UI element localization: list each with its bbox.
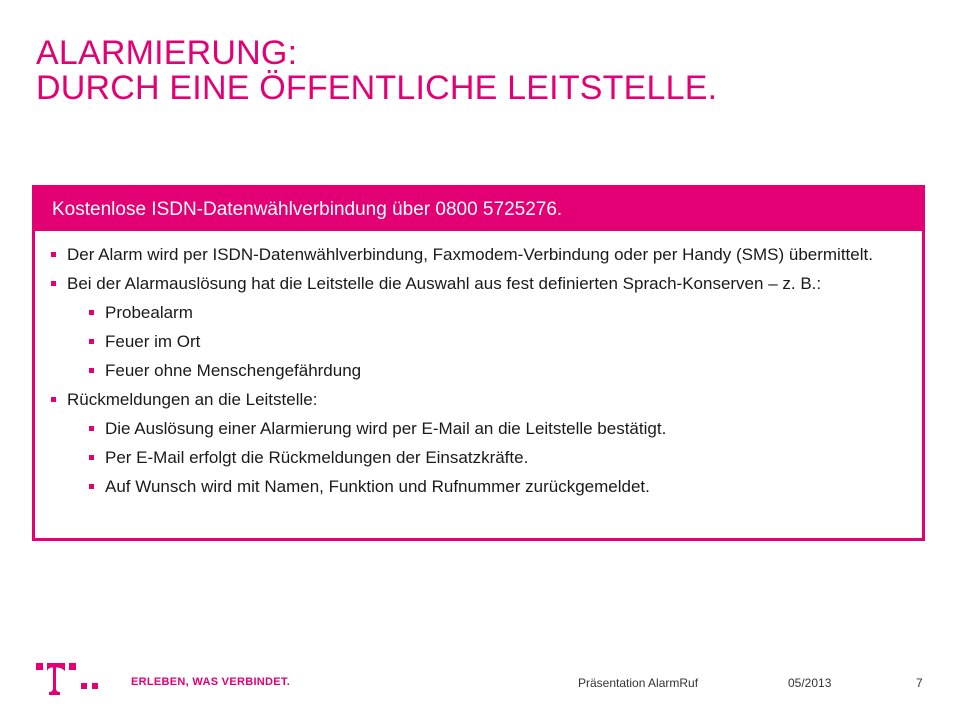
sub-bullet-text: Probealarm bbox=[105, 303, 193, 322]
square-bullet-icon bbox=[89, 339, 94, 344]
square-bullet-icon bbox=[89, 368, 94, 373]
bullet-item bbox=[49, 272, 914, 295]
bullet-text: Rückmeldungen an die Leitstelle: bbox=[67, 390, 318, 409]
footer-slogan: ERLEBEN, WAS VERBINDET. bbox=[131, 676, 291, 688]
square-bullet-icon bbox=[89, 310, 94, 315]
telekom-t-logo-icon bbox=[36, 662, 106, 696]
slide-title bbox=[36, 36, 916, 106]
sub-bullet-item bbox=[49, 475, 914, 498]
sub-bullet-text: Feuer im Ort bbox=[105, 332, 201, 351]
square-bullet-icon bbox=[51, 281, 56, 286]
footer-presentation-name: Präsentation AlarmRuf bbox=[578, 676, 699, 690]
sub-bullet-item bbox=[49, 446, 914, 469]
footer-date: 05/2013 bbox=[788, 676, 832, 690]
page-number: 7 bbox=[916, 676, 923, 690]
sub-bullet-item bbox=[49, 417, 914, 440]
slide-title-line-2: DURCH EINE ÖFFENTLICHE LEITSTELLE. bbox=[36, 69, 718, 107]
sub-bullet-item bbox=[49, 301, 914, 324]
square-bullet-icon bbox=[89, 484, 94, 489]
bullet-item bbox=[49, 388, 914, 411]
bullet-item bbox=[49, 243, 914, 266]
sub-bullet-item bbox=[49, 359, 914, 382]
info-box-header: Kostenlose ISDN-Datenwählverbindung über 0800 5725276. bbox=[35, 188, 922, 231]
sub-bullet-item bbox=[49, 330, 914, 353]
sub-bullet-text: Per E-Mail erfolgt die Rückmeldungen der Einsatzkräfte. bbox=[105, 448, 529, 467]
square-bullet-icon bbox=[89, 426, 94, 431]
bullet-text: Der Alarm wird per ISDN-Datenwählverbindung, Faxmodem-Verbindung oder per Handy (SMS) übermittelt. bbox=[67, 245, 873, 264]
square-bullet-icon bbox=[51, 397, 56, 402]
square-bullet-icon bbox=[51, 252, 56, 257]
sub-bullet-text: Auf Wunsch wird mit Namen, Funktion und Rufnummer zurückgemeldet. bbox=[105, 477, 650, 496]
sub-bullet-text: Die Auslösung einer Alarmierung wird per E-Mail an die Leitstelle bestätigt. bbox=[105, 419, 667, 438]
bullet-text: Bei der Alarmauslösung hat die Leitstelle die Auswahl aus fest definierten Sprach-Konserven – z. B.: bbox=[67, 274, 822, 293]
slide-title-line-1: ALARMIERUNG: bbox=[36, 34, 298, 72]
bullet-list bbox=[49, 243, 914, 504]
square-bullet-icon bbox=[89, 455, 94, 460]
sub-bullet-text: Feuer ohne Menschengefährdung bbox=[105, 361, 362, 380]
